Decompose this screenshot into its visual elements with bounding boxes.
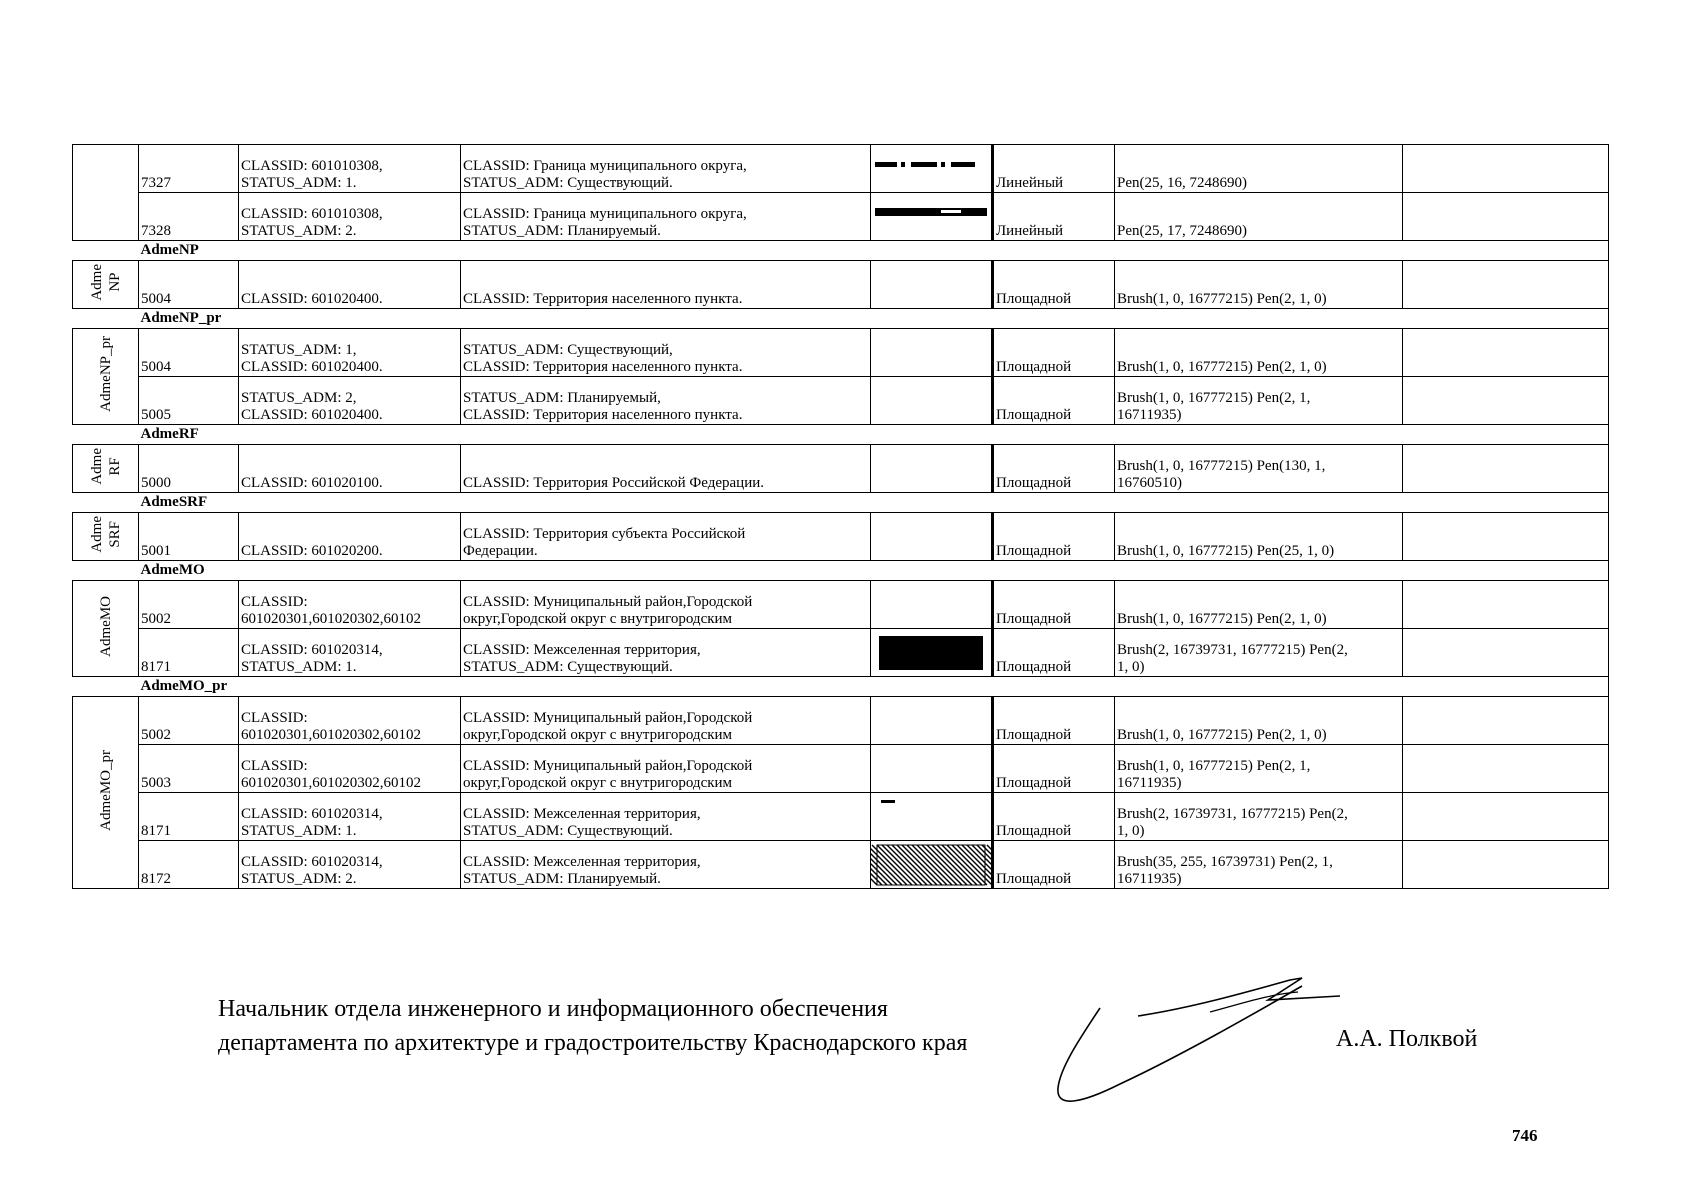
note-cell <box>1403 261 1609 309</box>
group-label-cell <box>73 445 139 493</box>
group-label-line: RF <box>106 456 123 476</box>
note-cell <box>1403 513 1609 561</box>
style-cell <box>1115 377 1403 425</box>
note-cell <box>1403 697 1609 745</box>
description-cell <box>461 329 871 377</box>
table-row <box>73 145 1609 193</box>
description-cell <box>461 629 871 677</box>
legend-sample-empty <box>871 378 991 423</box>
code-cell: 7328 <box>139 193 239 241</box>
note-cell <box>1403 445 1609 493</box>
note-cell <box>1403 629 1609 677</box>
description-cell <box>461 193 871 241</box>
legend-sample-cell <box>871 629 993 677</box>
classid-cell <box>239 377 461 425</box>
description-line: CLASSID: Муниципальный район,Городской <box>463 594 753 610</box>
description-cell <box>461 377 871 425</box>
style-cell <box>1115 745 1403 793</box>
code-cell: 5003 <box>139 745 239 793</box>
classid-line: CLASSID: 601020400. <box>241 359 383 375</box>
description-line: округ,Городской округ с внутригородским <box>463 727 733 743</box>
description-line: CLASSID: Граница муниципального округа, <box>463 158 747 174</box>
description-line: CLASSID: Территория населенного пункта. <box>463 291 743 307</box>
classid-cell <box>239 261 461 309</box>
table-row <box>73 445 1609 493</box>
geometry-type-cell: Площадной <box>993 629 1115 677</box>
geometry-type-cell: Площадной <box>993 745 1115 793</box>
description-cell <box>461 445 871 493</box>
classid-line: CLASSID: 601020400. <box>241 407 383 423</box>
description-line: CLASSID: Межселенная территория, <box>463 806 701 822</box>
legend-sample-cell <box>871 745 993 793</box>
classid-line: CLASSID: <box>241 758 308 774</box>
group-label <box>88 264 124 301</box>
classid-line: 601020301,601020302,60102 <box>241 611 421 627</box>
code-cell: 5002 <box>139 581 239 629</box>
legend-sample-cell <box>871 513 993 561</box>
table-row <box>73 513 1609 561</box>
description-cell <box>461 581 871 629</box>
classid-line: STATUS_ADM: 1. <box>241 659 357 675</box>
description-line: CLASSID: Межселенная территория, <box>463 642 701 658</box>
section-header-row <box>73 561 1609 581</box>
description-line: CLASSID: Территория населенного пункта. <box>463 359 743 375</box>
classid-line: CLASSID: 601020314, <box>241 806 383 822</box>
group-label <box>88 448 124 485</box>
legend-sample-solid-black <box>871 630 991 675</box>
style-line: Brush(1, 0, 16777215) Pen(130, 1, <box>1117 458 1326 474</box>
legend-sample-hatch <box>871 842 991 887</box>
geometry-type-cell: Площадной <box>993 841 1115 889</box>
style-line: 16711935) <box>1117 775 1182 791</box>
description-line: STATUS_ADM: Существующий, <box>463 342 673 358</box>
group-label <box>97 750 115 831</box>
position-line-1: Начальник отдела инженерного и информационного обеспечения <box>218 996 888 1022</box>
legend-sample-cell <box>871 841 993 889</box>
style-line: Brush(1, 0, 16777215) Pen(2, 1, 0) <box>1117 727 1327 743</box>
style-cell <box>1115 629 1403 677</box>
classid-cell <box>239 745 461 793</box>
style-cell <box>1115 329 1403 377</box>
style-cell <box>1115 793 1403 841</box>
note-cell <box>1403 145 1609 193</box>
description-line: CLASSID: Территория населенного пункта. <box>463 407 743 423</box>
section-title: AdmeMO_pr <box>139 677 1609 697</box>
code-cell: 5000 <box>139 445 239 493</box>
style-line: 16711935) <box>1117 407 1182 423</box>
description-cell <box>461 793 871 841</box>
legend-sample-empty <box>871 582 991 627</box>
style-line: Brush(1, 0, 16777215) Pen(2, 1, 0) <box>1117 611 1327 627</box>
classid-line: STATUS_ADM: 1. <box>241 175 357 191</box>
section-header-row <box>73 241 1609 261</box>
table-row <box>73 745 1609 793</box>
signatory-name: А.А. Полквой <box>1336 1026 1478 1052</box>
code-cell: 8172 <box>139 841 239 889</box>
note-cell <box>1403 745 1609 793</box>
classid-cell <box>239 793 461 841</box>
style-cell <box>1115 261 1403 309</box>
classid-line: CLASSID: <box>241 594 308 610</box>
note-cell <box>1403 793 1609 841</box>
legend-sample-tick <box>871 794 991 839</box>
note-cell <box>1403 841 1609 889</box>
section-title: AdmeSRF <box>139 493 1609 513</box>
table-row <box>73 193 1609 241</box>
classid-cell <box>239 513 461 561</box>
description-cell <box>461 841 871 889</box>
legend-sample-thick-line <box>871 194 991 239</box>
table-row <box>73 629 1609 677</box>
classid-line: CLASSID: 601010308, <box>241 206 383 222</box>
legend-sample-cell <box>871 581 993 629</box>
geometry-type-cell: Площадной <box>993 445 1115 493</box>
style-cell <box>1115 513 1403 561</box>
description-line: STATUS_ADM: Планируемый. <box>463 871 661 887</box>
group-label-line: Adme <box>88 515 105 553</box>
table-row <box>73 377 1609 425</box>
legend-sample-dash-line <box>871 146 991 191</box>
style-line: Brush(1, 0, 16777215) Pen(2, 1, 0) <box>1117 291 1327 307</box>
classid-line: STATUS_ADM: 2, <box>241 390 357 406</box>
description-line: CLASSID: Муниципальный район,Городской <box>463 758 753 774</box>
section-title: AdmeNP <box>139 241 1609 261</box>
description-line: STATUS_ADM: Планируемый, <box>463 390 661 406</box>
legend-sample-empty <box>871 262 991 307</box>
legend-sample-cell <box>871 793 993 841</box>
style-line: 1, 0) <box>1117 659 1145 675</box>
classid-cell <box>239 581 461 629</box>
description-line: Федерации. <box>463 543 538 559</box>
style-cell <box>1115 145 1403 193</box>
table-row <box>73 329 1609 377</box>
legend-sample-cell <box>871 145 993 193</box>
note-cell <box>1403 329 1609 377</box>
description-line: STATUS_ADM: Существующий. <box>463 659 673 675</box>
classid-line: CLASSID: 601020314, <box>241 854 383 870</box>
classid-line: CLASSID: 601010308, <box>241 158 383 174</box>
description-line: STATUS_ADM: Планируемый. <box>463 223 661 239</box>
code-cell: 5001 <box>139 513 239 561</box>
group-label-cell <box>73 261 139 309</box>
style-line: Brush(35, 255, 16739731) Pen(2, 1, <box>1117 854 1333 870</box>
note-cell <box>1403 193 1609 241</box>
classid-cell <box>239 193 461 241</box>
group-label <box>97 336 115 412</box>
group-label <box>88 516 124 553</box>
classid-line: STATUS_ADM: 1. <box>241 823 357 839</box>
geometry-type-cell: Площадной <box>993 377 1115 425</box>
group-label-line: SRF <box>106 520 123 548</box>
classid-line: 601020301,601020302,60102 <box>241 727 421 743</box>
group-label-cell <box>73 329 139 425</box>
group-label-line: Adme <box>88 447 105 485</box>
section-header-row <box>73 677 1609 697</box>
style-line: Brush(2, 16739731, 16777215) Pen(2, <box>1117 806 1348 822</box>
classid-line: CLASSID: 601020100. <box>241 475 383 491</box>
geometry-type-cell: Площадной <box>993 513 1115 561</box>
group-label-line: NP <box>106 272 123 292</box>
group-label-cell <box>73 697 139 889</box>
section-title: AdmeRF <box>139 425 1609 445</box>
description-line: CLASSID: Межселенная территория, <box>463 854 701 870</box>
table-row <box>73 581 1609 629</box>
legend-sample-cell <box>871 193 993 241</box>
style-line: Pen(25, 17, 7248690) <box>1117 223 1247 239</box>
style-cell <box>1115 697 1403 745</box>
section-header-row <box>73 493 1609 513</box>
table-row <box>73 841 1609 889</box>
position-line-2: департамента по архитектуре и градостроительству Краснодарского края <box>218 1030 968 1056</box>
code-cell: 7327 <box>139 145 239 193</box>
section-title: AdmeMO <box>139 561 1609 581</box>
style-line: 1, 0) <box>1117 823 1145 839</box>
description-line: CLASSID: Граница муниципального округа, <box>463 206 747 222</box>
code-cell: 5002 <box>139 697 239 745</box>
legend-sample-empty <box>871 746 991 791</box>
note-cell <box>1403 377 1609 425</box>
geometry-type-cell: Площадной <box>993 581 1115 629</box>
classid-line: CLASSID: 601020200. <box>241 543 383 559</box>
style-line: Brush(1, 0, 16777215) Pen(2, 1, 0) <box>1117 359 1327 375</box>
description-line: округ,Городской округ с внутригородским <box>463 775 733 791</box>
group-label-cell <box>73 581 139 677</box>
table-row <box>73 793 1609 841</box>
style-line: 16760510) <box>1117 475 1182 491</box>
classid-line: 601020301,601020302,60102 <box>241 775 421 791</box>
table-row <box>73 261 1609 309</box>
description-line: STATUS_ADM: Существующий. <box>463 175 673 191</box>
style-cell <box>1115 841 1403 889</box>
handwritten-signature <box>1040 968 1360 1118</box>
legend-sample-cell <box>871 445 993 493</box>
group-label-cell <box>73 145 139 241</box>
code-cell: 5004 <box>139 329 239 377</box>
classid-line: STATUS_ADM: 2. <box>241 223 357 239</box>
group-label-line: AdmeNP_pr <box>97 336 114 412</box>
classid-cell <box>239 629 461 677</box>
classid-line: CLASSID: 601020314, <box>241 642 383 658</box>
description-cell <box>461 745 871 793</box>
description-line: округ,Городской округ с внутригородским <box>463 611 733 627</box>
classid-cell <box>239 145 461 193</box>
description-cell <box>461 145 871 193</box>
geometry-type-cell: Линейный <box>993 145 1115 193</box>
legend-sample-cell <box>871 697 993 745</box>
classid-cell <box>239 445 461 493</box>
group-label-line: AdmeMO_pr <box>97 749 114 831</box>
description-line: STATUS_ADM: Существующий. <box>463 823 673 839</box>
code-cell: 5005 <box>139 377 239 425</box>
description-cell <box>461 261 871 309</box>
classid-line: CLASSID: 601020400. <box>241 291 383 307</box>
style-cell <box>1115 193 1403 241</box>
classid-line: STATUS_ADM: 1, <box>241 342 357 358</box>
note-cell <box>1403 581 1609 629</box>
geometry-type-cell: Линейный <box>993 193 1115 241</box>
style-line: Brush(2, 16739731, 16777215) Pen(2, <box>1117 642 1348 658</box>
code-cell: 8171 <box>139 793 239 841</box>
classid-line: CLASSID: <box>241 710 308 726</box>
group-label-line: Adme <box>88 263 105 301</box>
group-label-cell <box>73 513 139 561</box>
geometry-type-cell: Площадной <box>993 329 1115 377</box>
section-title: AdmeNP_pr <box>139 309 1609 329</box>
geometry-type-cell: Площадной <box>993 793 1115 841</box>
code-cell: 5004 <box>139 261 239 309</box>
legend-sample-empty <box>871 330 991 375</box>
geometry-type-cell: Площадной <box>993 697 1115 745</box>
legend-sample-empty <box>871 446 991 491</box>
section-header-row <box>73 309 1609 329</box>
geometry-type-cell: Площадной <box>993 261 1115 309</box>
description-cell <box>461 513 871 561</box>
page-number: 746 <box>1512 1126 1538 1145</box>
legend-sample-empty <box>871 698 991 743</box>
classid-cell <box>239 329 461 377</box>
style-cell <box>1115 581 1403 629</box>
signatory-position <box>218 992 967 1060</box>
style-line: Brush(1, 0, 16777215) Pen(2, 1, <box>1117 758 1311 774</box>
style-line: Brush(1, 0, 16777215) Pen(25, 1, 0) <box>1117 543 1335 559</box>
style-line: Pen(25, 16, 7248690) <box>1117 175 1247 191</box>
group-label <box>97 596 115 657</box>
legend-sample-cell <box>871 261 993 309</box>
description-line: CLASSID: Муниципальный район,Городской <box>463 710 753 726</box>
table-row <box>73 697 1609 745</box>
legend-sample-empty <box>871 514 991 559</box>
group-label-line: AdmeMO <box>97 595 114 657</box>
section-header-row <box>73 425 1609 445</box>
legend-sample-cell <box>871 329 993 377</box>
classid-line: STATUS_ADM: 2. <box>241 871 357 887</box>
legend-sample-cell <box>871 377 993 425</box>
description-line: CLASSID: Территория субъекта Российской <box>463 526 746 542</box>
style-line: 16711935) <box>1117 871 1182 887</box>
style-line: Brush(1, 0, 16777215) Pen(2, 1, <box>1117 390 1311 406</box>
attribute-table <box>72 144 1609 889</box>
code-cell: 8171 <box>139 629 239 677</box>
style-cell <box>1115 445 1403 493</box>
classid-cell <box>239 841 461 889</box>
classid-cell <box>239 697 461 745</box>
description-cell <box>461 697 871 745</box>
description-line: CLASSID: Территория Российской Федерации. <box>463 475 765 491</box>
